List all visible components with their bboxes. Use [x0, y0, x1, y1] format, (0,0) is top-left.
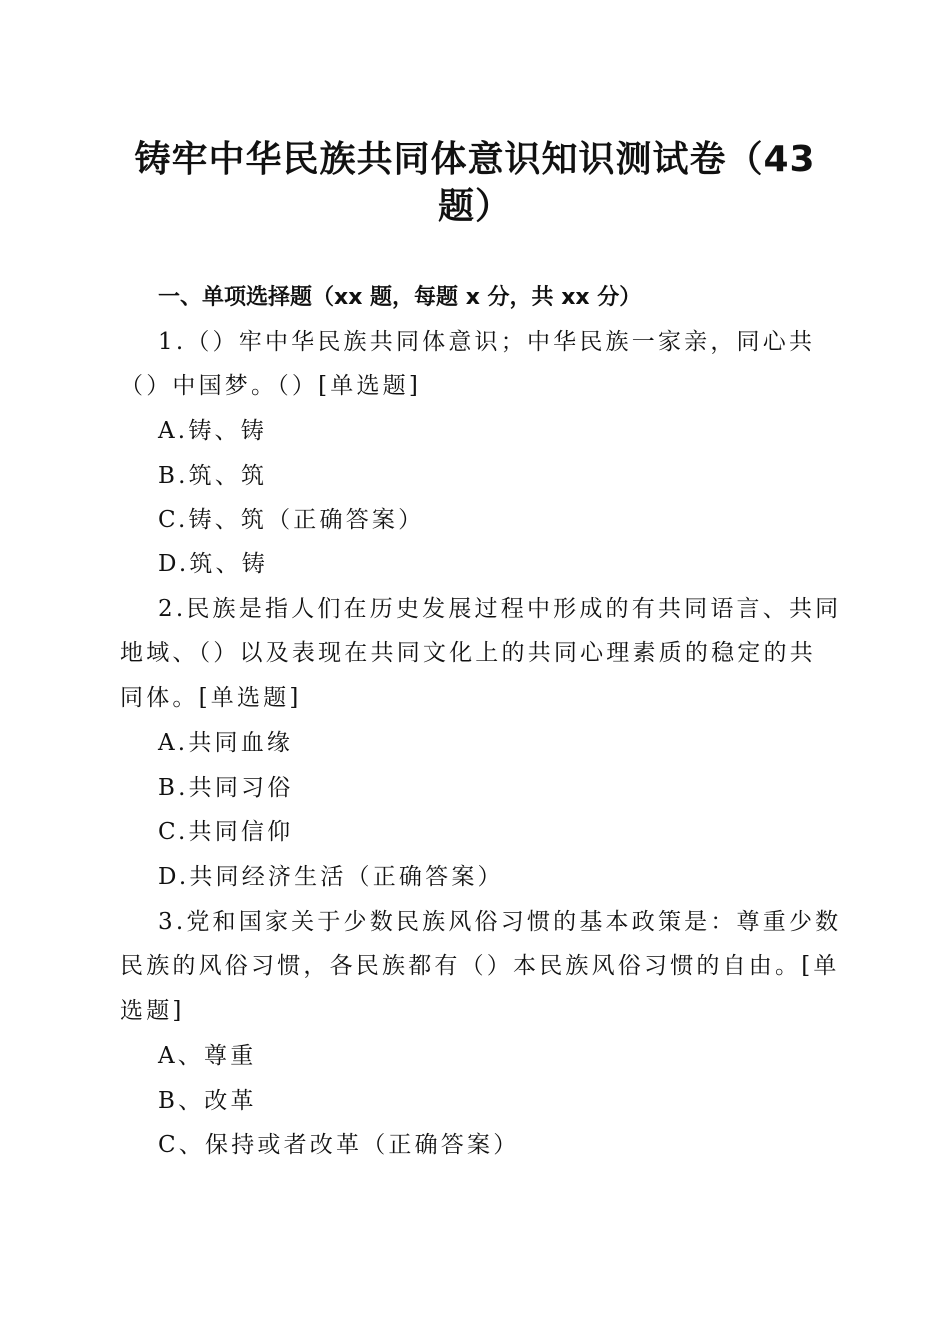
section-heading: 一、单项选择题（xx 题，每题 x 分，共 xx 分）	[158, 285, 642, 310]
question-2-option-a: A.共同血缘	[158, 730, 294, 756]
document-title-line-1: 铸牢中华民族共同体意识知识测试卷（43	[134, 139, 816, 180]
question-2-stem-line-1: 2.民族是指人们在历史发展过程中形成的有共同语言、共同	[158, 596, 842, 622]
question-1-option-d: D.筑、铸	[158, 551, 268, 577]
question-3-option-b: B、改革	[158, 1088, 257, 1114]
question-2-option-d: D.共同经济生活（正确答案）	[158, 864, 504, 890]
question-1-option-b: B.筑、筑	[158, 463, 268, 489]
question-3-stem-line-3: 选题]	[120, 998, 185, 1024]
question-3-option-a: A、尊重	[158, 1043, 257, 1069]
question-2-option-b: B.共同习俗	[158, 775, 294, 801]
question-2-stem-line-2: 地域、（）以及表现在共同文化上的共同心理素质的稳定的共	[120, 640, 816, 666]
question-1-stem-line-2: （）中国梦。（）[单选题]	[120, 373, 422, 399]
question-3-stem-line-2: 民族的风俗习惯，各民族都有（）本民族风俗习惯的自由。[单	[120, 953, 840, 979]
question-2-stem-line-3: 同体。[单选题]	[120, 685, 302, 711]
question-3-option-c: C、保持或者改革（正确答案）	[158, 1132, 520, 1158]
question-1-stem-line-1: 1.（）牢中华民族共同体意识；中华民族一家亲，同心共	[158, 329, 816, 355]
question-1-option-a: A.铸、铸	[158, 418, 267, 444]
document-title-line-2: 题）	[437, 186, 512, 227]
question-1-option-c: C.铸、筑（正确答案）	[158, 507, 425, 533]
question-3-stem-line-1: 3.党和国家关于少数民族风俗习惯的基本政策是：尊重少数	[158, 909, 842, 935]
question-2-option-c: C.共同信仰	[158, 819, 294, 845]
